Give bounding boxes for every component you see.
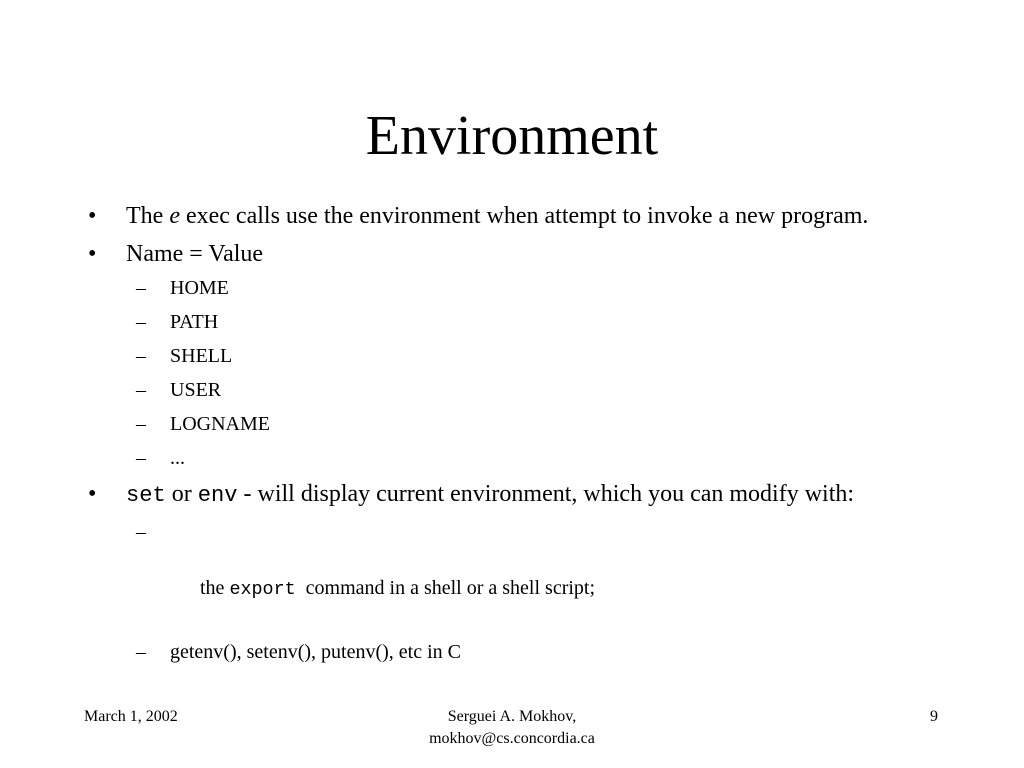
subitem-text: ... — [170, 447, 185, 469]
subitem-marker: – — [136, 641, 146, 663]
subitem-ellipsis — [88, 444, 948, 472]
subitem-marker: – — [136, 379, 146, 401]
subitem-text: HOME — [170, 277, 229, 299]
bullet-emphasis-e: e — [169, 203, 180, 229]
bullet-marker: • — [88, 241, 97, 267]
bullet-text: exec calls use the environment when attempt to invoke a new program. — [179, 203, 869, 229]
subitem-text: the — [200, 577, 230, 599]
subitem-logname — [88, 410, 948, 438]
footer-date: March 1, 2002 — [84, 708, 178, 725]
subitem-marker: – — [136, 345, 146, 367]
subitem-path — [88, 308, 948, 336]
subitem-text: LOGNAME — [170, 413, 270, 435]
subitem-text: PATH — [170, 311, 219, 333]
subitem-text: command in a shell or a shell script; — [295, 577, 596, 599]
slide-title: Environment — [365, 105, 659, 167]
code-env: env — [197, 483, 238, 508]
subitem-text: SHELL — [170, 345, 233, 367]
bullet-name-value — [88, 238, 948, 270]
subitem-marker: – — [136, 413, 146, 435]
bullet-exec-environment — [88, 200, 948, 232]
footer-author-email: mokhov@cs.concordia.ca — [429, 730, 595, 747]
footer-page-number: 9 — [930, 708, 938, 725]
subitem-marker: – — [136, 447, 146, 469]
subitem-export — [88, 518, 948, 632]
subitem-text: getenv(), setenv(), putenv(), etc in C — [170, 641, 462, 663]
subitem-home — [88, 274, 948, 302]
footer-author-name: Serguei A. Mokhov, — [447, 708, 577, 725]
subitem-shell — [88, 342, 948, 370]
bullet-text: Name = Value — [126, 241, 264, 267]
bullet-text: The — [126, 203, 170, 229]
bullet-text: - will display current environment, which you can modify with: — [237, 481, 855, 507]
bullet-text: or — [165, 481, 198, 507]
bullet-set-env — [88, 478, 948, 512]
subitem-marker: – — [136, 277, 146, 299]
subitem-marker: – — [136, 311, 146, 333]
footer-author — [312, 706, 712, 750]
bullet-marker: • — [88, 481, 97, 507]
code-export: export — [229, 579, 296, 600]
slide-content — [88, 200, 948, 666]
bullet-marker: • — [88, 203, 97, 229]
code-set: set — [126, 483, 166, 508]
subitem-marker: – — [136, 521, 146, 543]
subitem-text: USER — [170, 379, 222, 401]
subitem-user — [88, 376, 948, 404]
subitem-getenv — [88, 638, 948, 666]
